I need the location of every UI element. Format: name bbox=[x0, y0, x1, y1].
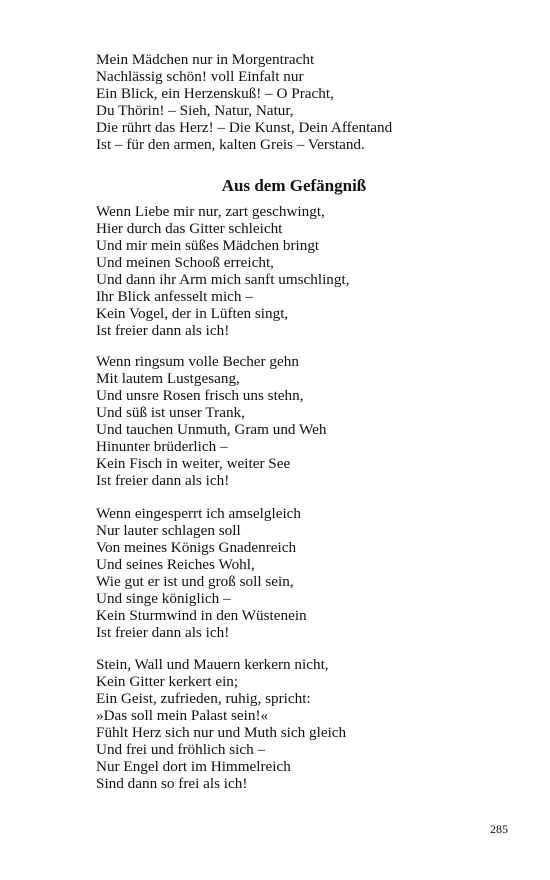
poem-line: Und süß ist unser Trank, bbox=[96, 404, 245, 421]
poem-line: Ist freier dann als ich! bbox=[96, 322, 230, 339]
poem-line: Sind dann so frei als ich! bbox=[96, 775, 248, 792]
poem-line: Stein, Wall und Mauern kerkern nicht, bbox=[96, 656, 329, 673]
poem-line: Du Thörin! – Sieh, Natur, Natur, bbox=[96, 102, 294, 119]
poem-line: Ist – für den armen, kalten Greis – Verstand. bbox=[96, 136, 365, 153]
poem-line: Kein Gitter kerkert ein; bbox=[96, 673, 239, 690]
poem-line: Und dann ihr Arm mich sanft umschlingt, bbox=[96, 271, 350, 288]
poem-line: Kein Fisch in weiter, weiter See bbox=[96, 455, 291, 472]
poem-line: Wie gut er ist und groß soll sein, bbox=[96, 573, 294, 590]
poem-line: Die rührt das Herz! – Die Kunst, Dein Affentand bbox=[96, 119, 393, 136]
poem-line: Und unsre Rosen frisch uns stehn, bbox=[96, 387, 304, 404]
poem-line: Von meines Königs Gnadenreich bbox=[96, 539, 297, 556]
poem-line: Ist freier dann als ich! bbox=[96, 472, 230, 489]
poem-line: Und seines Reiches Wohl, bbox=[96, 556, 255, 573]
intro-stanza bbox=[96, 51, 496, 153]
poem-line: Hinunter brüderlich – bbox=[96, 438, 228, 455]
poem-line: »Das soll mein Palast sein!« bbox=[96, 707, 269, 724]
poem-stanza-1 bbox=[96, 203, 496, 339]
poem-line: Und singe königlich – bbox=[96, 590, 231, 607]
poem-line: Nur lauter schlagen soll bbox=[96, 522, 241, 539]
poem-line: Kein Vogel, der in Lüften singt, bbox=[96, 305, 289, 322]
poem-line: Ihr Blick anfesselt mich – bbox=[96, 288, 253, 305]
poem-line: Und mir mein süßes Mädchen bringt bbox=[96, 237, 320, 254]
poem-line: Wenn ringsum volle Becher gehn bbox=[96, 353, 299, 370]
poem-line: Ein Geist, zufrieden, ruhig, spricht: bbox=[96, 690, 311, 707]
poem-stanza-3 bbox=[96, 505, 496, 641]
poem-stanza-2 bbox=[96, 353, 496, 489]
poem-line: Nur Engel dort im Himmelreich bbox=[96, 758, 291, 775]
poem-line: Ein Blick, ein Herzenskuß! – O Pracht, bbox=[96, 85, 334, 102]
poem-line: Mit lautem Lustgesang, bbox=[96, 370, 240, 387]
poem-line: Kein Sturmwind in den Wüstenein bbox=[96, 607, 307, 624]
poem-title: Aus dem Gefängniß bbox=[221, 176, 367, 195]
poem-line: Ist freier dann als ich! bbox=[96, 624, 230, 641]
page-number: 285 bbox=[490, 822, 508, 836]
poem-line: Wenn eingesperrt ich amselgleich bbox=[96, 505, 301, 522]
poem-stanza-4 bbox=[96, 656, 496, 792]
poem-line: Und frei und fröhlich sich – bbox=[96, 741, 266, 758]
poem-line: Nachlässig schön! voll Einfalt nur bbox=[96, 68, 304, 85]
poem-line: Hier durch das Gitter schleicht bbox=[96, 220, 283, 237]
poem-line: Mein Mädchen nur in Morgentracht bbox=[96, 51, 315, 68]
poem-line: Wenn Liebe mir nur, zart geschwingt, bbox=[96, 203, 325, 220]
poem-line: Fühlt Herz sich nur und Muth sich gleich bbox=[96, 724, 347, 741]
poem-line: Und meinen Schooß erreicht, bbox=[96, 254, 274, 271]
poem-line: Und tauchen Unmuth, Gram und Weh bbox=[96, 421, 327, 438]
